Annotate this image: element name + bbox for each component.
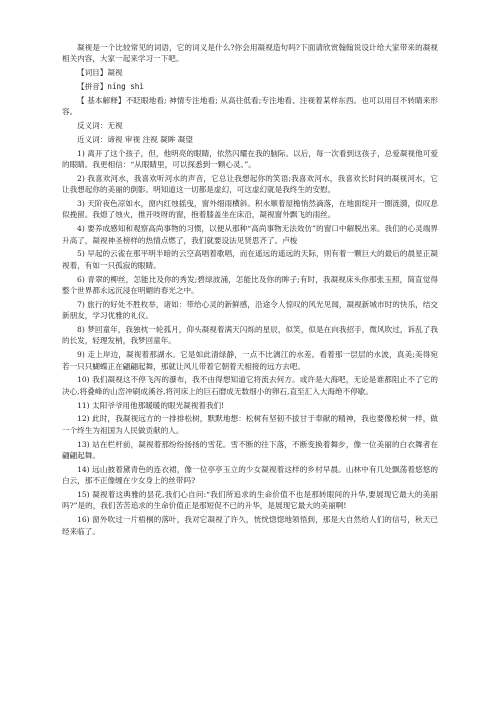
synonyms-line: 近义词：谛视 审视 注视 凝眸 凝望 xyxy=(77,134,193,144)
sentence-item: 2) 我喜欢河水，我喜欢听河水的声音，它总让我想起你的笑语;我喜欢河水，我喜欢长时间的凝视河水，它让我想起你的美丽的倒影。明知道这一切都是虚幻，可这虚幻就是我终生的安慰。 xyxy=(62,173,438,195)
definition-paragraph: 【 基本解释】不眨眼地看; 神情专注地看; 从高往低看;专注地看、注视着某样东西。也可以用目不转睛来形容。 xyxy=(62,95,438,117)
entry-heading: 【词目】凝视 xyxy=(77,68,123,78)
sentence-item: 12) 此时，我凝视远方的一排排松树，默默地想：松树有坚韧不拔甘于奉献的精神，我也要像松树一样，做一个终生为祖国为人民做贡献的人。 xyxy=(62,414,438,435)
intro-paragraph: 凝视是一个比较常见的词语，它的词义是什么?你会用凝视造句吗?下面请欣赏翰翰说设计给大家带来的凝视相关内容，大家一起来学习一下吧。 xyxy=(62,43,438,64)
pinyin-value: níng shì xyxy=(107,82,144,91)
pinyin-label: 【拼音】 xyxy=(77,82,108,91)
pinyin-line xyxy=(62,81,438,92)
sentence-item: 9) 走上岸边，凝视着那湖水。它是如此清绿静，一点不比漓江的水差。看着那一层层的水波，真美;美得宛若一只只蝴蝶正在翩翩起舞，那就让风儿带着它朝着天相接的远方去吧。 xyxy=(62,350,438,371)
sentence-item: 11) 太阳爷爷用他那暖暖的眼光凝视着我们! xyxy=(77,400,225,410)
sentence-item: 10) 我们凝视这不停飞泻的瀑布，我不由得想知道它将流去何方。或许是大海吧，无论是谁都阻止不了它的决心,将叠峰的山峦冲刷成溪谷,将河床上的巨石磨成无数细小的卵石,直至汇入大海绝不停歇。 xyxy=(62,375,438,396)
sentence-item: 7) 旅行的好处不胜枚举，诸如：带给心灵的新鲜感，沿途令人惊叹的风光见闻，凝视新城市时的快乐，结交新朋友，学习优雅的礼仪。 xyxy=(62,299,438,321)
sentence-item: 4) 要养成感知和观察高尚事物的习惯，以便从那种“高尚事物无法效仿”的窗口中解脱出来。我们的心灵端界升高了，凝视神圣榜样的热情点燃了，我们就要设法见贤思齐了。卢梭 xyxy=(62,224,438,245)
sentence-item: 16) 窗外吹过一片梧桐的落叶，我对它凝视了许久，恍恍惚惚地领悟到，那是大自然给人们的信号，秋天已经来临了。 xyxy=(62,515,438,536)
sentence-item: 5) 早起的云雀在那平明半暗的云空高唱着歌唱，而在遥远的遥远的天际，则有着一颗巨大的最后的晨星正凝视着，有如一只孤寂的眼睛。 xyxy=(62,249,438,270)
antonyms-line: 反义词：无视 xyxy=(77,121,123,130)
sentence-item: 14) 远山披着黛青色的连衣裙，像一位亭亭玉立的少女凝视着这样的乡村早晨。山林中有几处飘荡着悠悠的白云，那不正像缠在少女身上的丝带吗? xyxy=(62,464,438,486)
sentence-item: 3) 天阶夜色凉如水，窗内红烛摇曳，窗外细雨横斜。积水顺着屋檐悄然滴落，在地面绽开一圈涟漪，似叹息似挽留。我熄了烛火，推开吱呀的窗，抱着膝盖坐在床沿，凝视窗外飘飞的雨丝。 xyxy=(62,199,438,220)
sentence-item: 13) 站在栏杆前，凝视着那纷纷扬扬的雪花。雪不断的往下落，不断变换着舞步，像一位美丽的白衣舞者在翩翩起舞。 xyxy=(62,439,438,461)
sentence-item: 15) 凝视着这典雅的昙花,我们心自问:“我们所追求的生命价值不也是那转眼间的升华,要展现它最大的美丽吗?”是的，我们苦苦追求的生命价值正是那短促不已的升华，是展现它最大的美丽啊! xyxy=(62,490,438,511)
sentence-item: 6) 青翠的柳丝，怎能比及你的秀发;碧绿波涌，怎能比及你的眸子;有时，我凝视床头你那张玉照，简直觉得整个世界都永远沉浸在明媚的春光之中。 xyxy=(62,274,438,296)
sentence-item: 1) 离开了这个孩子，但，他明亮的眼睛，依然闪耀在我的脑际。以后，每一次看到这孩子，总爱凝视他可爱的眼睛。我更相信：“从眼睛里，可以探悉到一颗心灵。”。 xyxy=(62,148,438,169)
sentence-item: 8) 梦回童年，我独枕一轮孤月，仰头凝视着满天闪烁的星辰，似笑，似是在向我招手，微风吹过，诉乱了我的长发，轻理发梢，我梦回童年。 xyxy=(62,325,438,346)
